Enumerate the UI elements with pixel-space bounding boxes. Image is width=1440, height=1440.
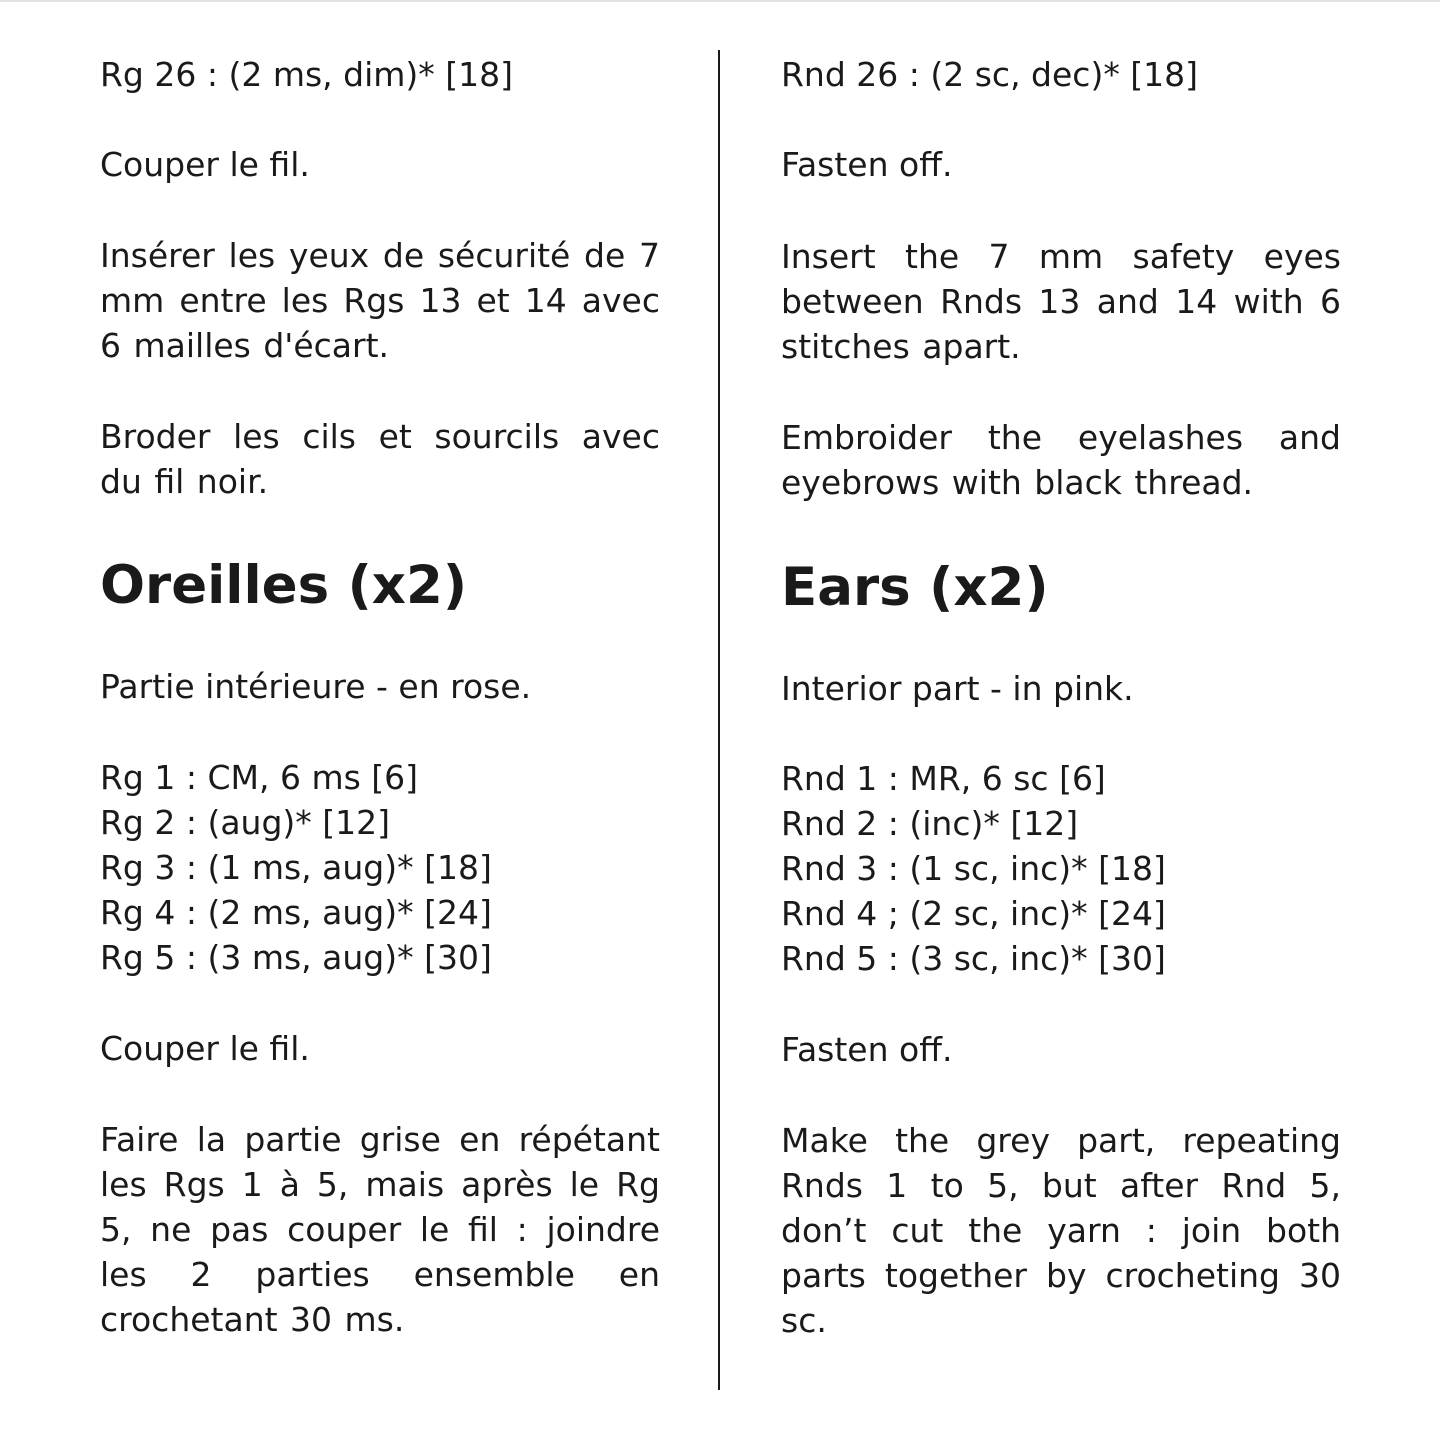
en-round-item: Rnd 1 : MR, 6 sc [6]	[781, 759, 1106, 798]
en-insert-eyes: Insert the 7 mm safety eyes between Rnds 13 and 14 with 6 stitches apart.	[781, 237, 1341, 366]
en-interior-part: Interior part - in pink.	[781, 669, 1134, 708]
en-ears-heading: Ears (x2)	[781, 557, 1049, 618]
fr-ears-heading: Oreilles (x2)	[100, 555, 468, 616]
en-round-item: Rnd 2 : (inc)* [12]	[781, 804, 1079, 843]
fr-round-item: Rg 5 : (3 ms, aug)* [30]	[100, 938, 492, 977]
fr-round-26: Rg 26 : (2 ms, dim)* [18]	[100, 55, 513, 94]
fr-rounds-list	[100, 755, 492, 980]
top-rule	[0, 0, 1440, 2]
fr-fasten-off-1: Couper le fil.	[100, 145, 310, 184]
fr-insert-eyes: Insérer les yeux de sécurité de 7 mm entre les Rgs 13 et 14 avec 6 mailles d'écart.	[100, 236, 660, 365]
fr-grey-part: Faire la partie grise en répétant les Rgs 1 à 5, mais après le Rg 5, ne pas couper le fil : joindre les 2 parties ensemble en crochetant 30 ms.	[100, 1120, 660, 1339]
fr-round-item: Rg 3 : (1 ms, aug)* [18]	[100, 848, 492, 887]
en-fasten-off-2: Fasten off.	[781, 1030, 953, 1069]
fr-round-item: Rg 4 : (2 ms, aug)* [24]	[100, 893, 492, 932]
fr-round-item: Rg 2 : (aug)* [12]	[100, 803, 391, 842]
fr-round-item: Rg 1 : CM, 6 ms [6]	[100, 758, 419, 797]
fr-fasten-off-2: Couper le fil.	[100, 1029, 310, 1068]
column-divider	[718, 50, 720, 1390]
en-fasten-off-1: Fasten off.	[781, 145, 953, 184]
en-round-26: Rnd 26 : (2 sc, dec)* [18]	[781, 55, 1199, 94]
en-round-item: Rnd 3 : (1 sc, inc)* [18]	[781, 849, 1166, 888]
en-rounds-list	[781, 756, 1166, 981]
en-embroider: Embroider the eyelashes and eyebrows with black thread.	[781, 418, 1341, 502]
en-grey-part: Make the grey part, repeating Rnds 1 to 5, but after Rnd 5, don’t cut the yarn : join both parts together by crocheting 30 sc.	[781, 1121, 1341, 1340]
en-round-item: Rnd 4 ; (2 sc, inc)* [24]	[781, 894, 1166, 933]
fr-embroider: Broder les cils et sourcils avec du fil noir.	[100, 417, 660, 501]
fr-interior-part: Partie intérieure - en rose.	[100, 667, 532, 706]
en-round-item: Rnd 5 : (3 sc, inc)* [30]	[781, 939, 1166, 978]
